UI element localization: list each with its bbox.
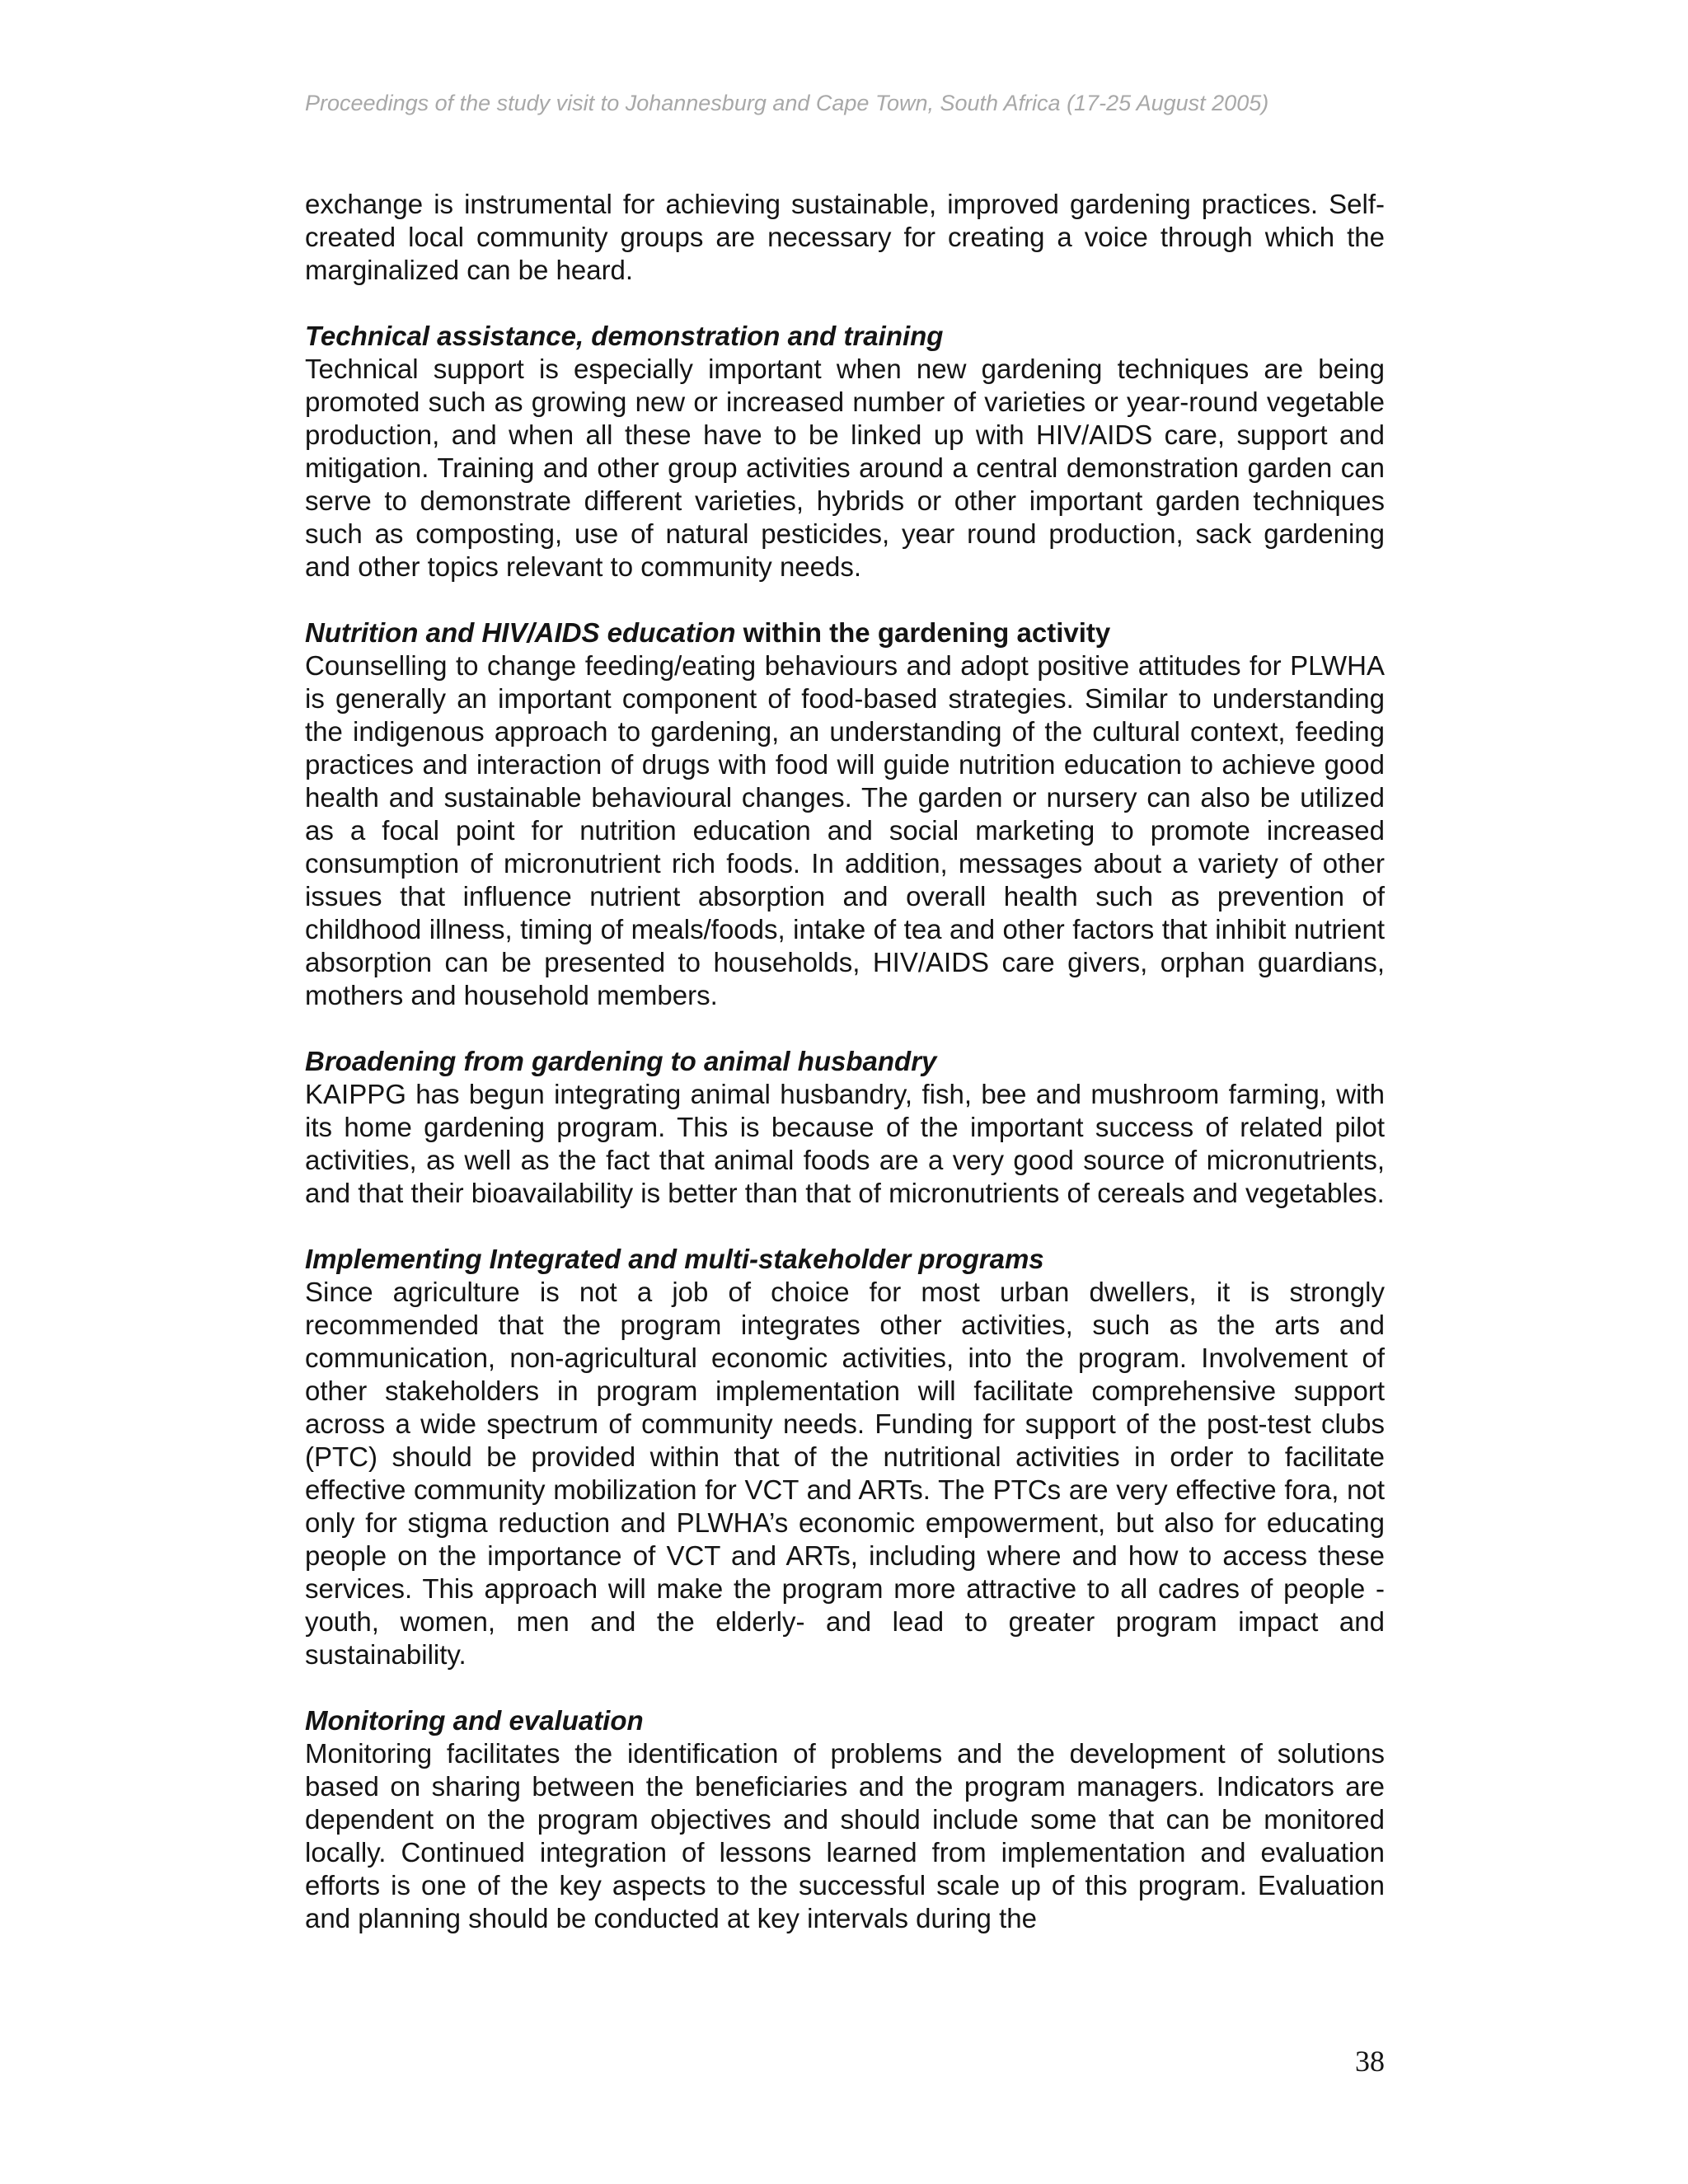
section-body: Technical support is especially important when new gardening techniques are being promoted such as growing new or increased number of varieties or year-round vegetable production, and when all these have to be linked up with HIV/AIDS care, support and mitigation. Training and other group activities around a central demonstration garden can serve to demonstrate different varieties, hybrids or other important garden techniques such as composting, use of natural pesticides, year round production, sack gardening and other topics relevant to community needs. — [305, 354, 1385, 582]
section-animal-husbandry — [305, 1045, 1385, 1210]
section-multi-stakeholder — [305, 1243, 1385, 1671]
section-nutrition-education — [305, 616, 1385, 1012]
page-number: 38 — [1355, 2045, 1385, 2078]
section-monitoring-evaluation — [305, 1704, 1385, 1935]
section-heading-italic: Technical assistance, demonstration and training — [305, 321, 944, 351]
section-body: Since agriculture is not a job of choice for most urban dwellers, it is strongly recommended that the program integrates other activities, such as the arts and communication, non-agricultural economic activities, into the program. Involvement of other stakeholders in program implementation will facilitate comprehensive support across a wide spectrum of community needs. Funding for support of the post-test clubs (PTC) should be provided within that of the nutritional activities in order to facilitate effective community mobilization for VCT and ARTs. The PTCs are very effective fora, not only for stigma reduction and PLWHA’s economic empowerment, but also for educating people on the importance of VCT and ARTs, including where and how to access these services. This approach will make the program more attractive to all cadres of people - youth, women, men and the elderly- and lead to greater program impact and sustainability. — [305, 1277, 1385, 1670]
section-heading-italic: Nutrition and HIV/AIDS education — [305, 617, 736, 648]
section-body: Monitoring facilitates the identification of problems and the development of solutions based on sharing between the beneficiaries and the program managers. Indicators are dependent on the program objectives and should include some that can be monitored locally. Continued integration of lessons learned from implementation and evaluation efforts is one of the key aspects to the successful scale up of this program. Evaluation and planning should be conducted at key intervals during the — [305, 1738, 1385, 1933]
running-header: Proceedings of the study visit to Johannesburg and Cape Town, South Africa (17-25 August 2005) — [305, 91, 1269, 115]
section-heading — [305, 1045, 1385, 1078]
intro-paragraph: exchange is instrumental for achieving sustainable, improved gardening practices. Self- created local community groups are necessary for creating a voice through which the marginalized can be heard. — [305, 189, 1385, 285]
section-heading — [305, 1243, 1385, 1276]
section-body: Counselling to change feeding/eating behaviours and adopt positive attitudes for PLWHA is generally an important component of food-based strategies. Similar to understanding the indigenous approach to gardening, an understanding of the cultural context, feeding practices and interaction of drugs with food will guide nutrition education to achieve good health and sustainable behavioural changes. The garden or nursery can also be utilized as a focal point for nutrition education and social marketing to promote increased consumption of micronutrient rich foods. In addition, messages about a variety of other issues that influence nutrient absorption and overall health such as prevention of childhood illness, timing of meals/foods, intake of tea and other factors that inhibit nutrient absorption can be presented to households, HIV/AIDS care givers, orphan guardians, mothers and household members. — [305, 650, 1385, 1010]
section-heading — [305, 616, 1385, 649]
section-heading-italic: Implementing Integrated and multi-stakeholder programs — [305, 1244, 1044, 1274]
section-body: KAIPPG has begun integrating animal husbandry, fish, bee and mushroom farming, with its home gardening program. This is because of the important success of related pilot activities, as well as the fact that animal foods are a very good source of micronutrients, and that their bioavailability is better than that of micronutrients of cereals and vegetables. — [305, 1079, 1385, 1208]
section-heading-italic: Broadening from gardening to animal husbandry — [305, 1046, 937, 1076]
page-content — [305, 188, 1385, 1935]
section-heading — [305, 1704, 1385, 1737]
section-heading — [305, 320, 1385, 353]
section-technical-assistance — [305, 320, 1385, 583]
section-heading-suffix: within the gardening activity — [735, 617, 1111, 648]
section-heading-italic: Monitoring and evaluation — [305, 1705, 644, 1736]
